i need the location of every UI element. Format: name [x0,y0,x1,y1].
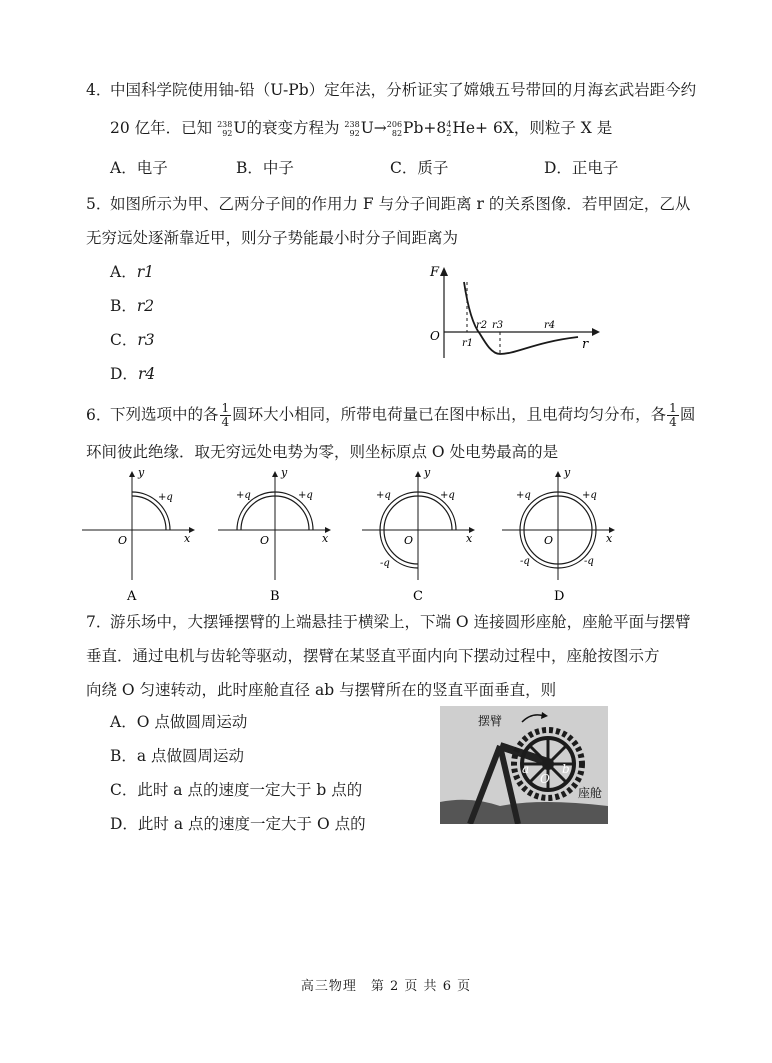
q5-opt-b-value: r2 [136,297,155,315]
diagram-d [502,466,614,604]
iso-he-z: 2 [446,129,452,138]
symbol-he: He+ 6X [452,119,514,137]
diagram-a-y-label: y [138,466,145,479]
iso-u-2 [344,120,359,138]
q4-line1 [86,80,696,100]
iso-u-1 [217,120,232,138]
iso-pb-z: 82 [391,129,403,138]
diagram-d-y-label: y [564,466,571,479]
diagram-b-x-label: x [322,532,329,545]
iso-he [446,120,451,138]
symbol-u-2: U [360,119,374,137]
iso-pb [387,120,402,138]
q5-text-1: 如图所示为甲、乙两分子间的作用力 F 与分子间距离 r 的关系图像．若甲固定，乙从 [110,195,691,213]
diagram-c [362,466,474,604]
graph-x-arrow [592,328,600,336]
q5-opt-d-label: D． [110,365,138,383]
q5-opt-a-label: A． [110,263,137,281]
q5-opt-c-label: C． [110,331,138,349]
diagram-b-charge-right: +q [298,490,313,501]
diagram-a-x-label: x [184,532,191,545]
q5-opt-d-value: r4 [137,365,156,383]
graph-y-label: F [430,265,440,280]
diagram-a-charge: +q [158,492,173,503]
q4-line2 [110,118,612,138]
q5-line1 [86,194,690,214]
diagram-b-y-label: y [281,466,288,479]
q5-text-2: 无穷远处逐渐靠近甲，则分子势能最小时分子间距离为 [86,229,459,247]
q5-option-c [110,330,155,350]
diagram-b-origin: O [260,534,270,547]
q5-option-d [110,364,155,384]
force-distance-graph [420,262,600,362]
frac-denominator-2: 4 [669,415,677,429]
q7-option-b: B．a 点做圆周运动 [110,747,245,765]
diagram-c-label: C [413,589,423,604]
iso-u-mass-2: 238 [344,120,360,129]
fraction-quarter-1 [220,402,232,429]
charge-ring-diagrams [70,462,690,604]
diagram-a [82,466,194,604]
diagram-a-label: A [127,589,137,604]
q7-number: 7． [86,613,112,631]
diagram-c-charge-bl: -q [380,558,390,569]
photo-label-arm: 摆臂 [478,714,503,728]
q4-text-2b: 的衰变方程为 [246,119,340,137]
q4-number: 4． [86,81,112,99]
diagram-c-origin: O [404,534,414,547]
force-curve [464,282,578,354]
diagram-c-charge-tr: +q [440,490,455,501]
graph-r4-label: r4 [544,320,556,331]
q6-text-1b: 圆环大小相同，所带电荷量已在图中标出，且电荷均匀分布，各 [232,405,667,424]
q7-text-2: 垂直．通过电机与齿轮等驱动，摆臂在某竖直平面内向下摆动过程中，座舱按图示方 [86,647,660,665]
graph-x-label: r [582,337,589,352]
photo-label-a: a [522,762,530,776]
diagram-b-charge-left: +q [236,490,251,501]
page-footer: 高三物理 第 2 页 共 6 页 [300,979,472,994]
q7-option-d: D．此时 a 点的速度一定大于 O 点的 [110,815,366,833]
q4-text-1: 中国科学院使用铀-铅（U-Pb）定年法，分析证实了嫦娥五号带回的月海玄武岩距今约 [110,81,697,99]
fraction-quarter-2 [667,402,679,429]
q5-opt-c-value: r3 [137,331,155,349]
diagram-d-charge-br: -q [584,556,594,567]
q5-option-b [110,296,154,316]
q4-option-c: C．质子 [390,159,449,177]
diagram-c-y-label: y [424,466,431,479]
frac-denominator: 4 [221,415,230,429]
photo-label-cabin: 座舱 [578,786,603,800]
diagram-c-x-label: x [466,532,473,545]
graph-y-arrow [440,267,448,276]
diagram-a-origin: O [118,534,128,547]
photo-label-o: O [540,772,550,786]
symbol-u: U [233,119,247,137]
q6-text-1a: 下列选项中的各 [110,405,219,424]
q5-option-a [110,262,154,282]
q6-line1 [86,402,695,429]
graph-r3-label: r3 [492,320,504,331]
diagram-d-charge-bl: -q [520,556,530,567]
frac-numerator: 1 [221,401,230,415]
diagram-b [218,466,330,604]
arrow-icon: → [373,119,387,137]
iso-pb-mass: 206 [386,120,403,129]
graph-r1-label: r1 [462,338,474,349]
q6-number: 6． [86,405,112,424]
q4-option-a: A．电子 [110,159,168,177]
diagram-d-origin: O [544,534,554,547]
q6-text-2: 环间彼此绝缘．取无穷远处电势为零，则坐标原点 O 处电势最高的是 [86,443,559,461]
graph-origin: O [430,329,440,343]
diagram-c-charge-tl: +q [376,490,391,501]
diagram-d-charge-tl: +q [516,490,531,501]
q7-option-a: A．O 点做圆周运动 [110,713,248,731]
q4-text-2a: 20 亿年．已知 [110,119,213,137]
q7-line1 [86,612,691,632]
pendulum-ride-photo [440,706,608,824]
diagram-d-charge-tr: +q [582,490,597,501]
diagram-b-label: B [270,589,280,604]
q7-text-1: 游乐场中，大摆锤摆臂的上端悬挂于横梁上，下端 O 连接圆形座舱，座舱平面与摆臂 [110,613,691,631]
q5-opt-b-label: B． [110,297,137,315]
q4-option-b: B．中子 [236,159,294,177]
q5-number: 5． [86,195,112,213]
q7-option-c: C．此时 a 点的速度一定大于 b 点的 [110,781,363,799]
q4-option-d: D．正电子 [544,159,619,177]
iso-he-mass: 4 [446,120,452,129]
iso-u-mass: 238 [217,120,233,129]
symbol-pb: Pb+8 [403,119,447,137]
graph-r2-label: r2 [476,320,488,331]
q5-opt-a-value: r1 [136,263,154,281]
photo-label-b: b [562,762,570,776]
diagram-d-x-label: x [606,532,613,545]
q7-text-3: 向绕 O 匀速转动，此时座舱直径 ab 与摆臂所在的竖直平面垂直，则 [86,681,557,699]
q4-text-2c: ，则粒子 X 是 [513,119,613,137]
diagram-d-label: D [554,589,565,604]
iso-u-z: 92 [222,129,233,138]
iso-u-z-2: 92 [349,129,360,138]
q6-text-1c: 圆 [679,405,696,424]
frac-numerator-2: 1 [669,401,677,415]
